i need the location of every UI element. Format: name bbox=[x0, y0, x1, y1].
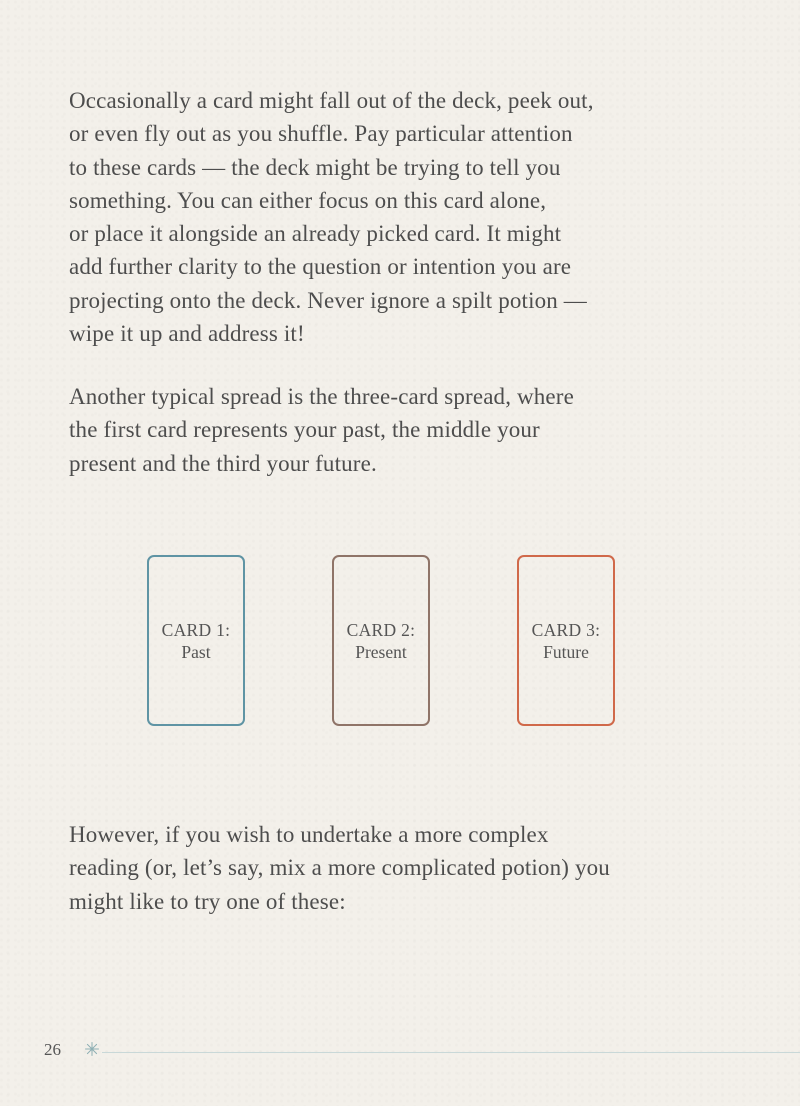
paragraph-three-card-spread bbox=[69, 380, 709, 480]
page-footer bbox=[0, 1040, 800, 1064]
card-future bbox=[517, 555, 615, 726]
text-line: Another typical spread is the three-card spread, where bbox=[69, 384, 574, 409]
text-line: or place it alongside an already picked card. It might bbox=[69, 221, 562, 247]
text-line: reading (or, let’s say, mix a more complicated potion) you bbox=[69, 855, 610, 881]
star-icon bbox=[84, 1041, 100, 1057]
card-label: Past bbox=[181, 641, 211, 662]
text-line: something. You can either focus on this card alone, bbox=[69, 187, 547, 213]
text-line: to these cards — the deck might be trying to tell you bbox=[69, 154, 561, 180]
text-line: or even fly out as you shuffle. Pay particular attention bbox=[69, 121, 573, 147]
text-line: add further clarity to the question or intention you are bbox=[69, 254, 572, 280]
text-line: might like to try one of these: bbox=[69, 888, 346, 914]
card-label: Present bbox=[355, 641, 407, 662]
paragraph-complex-reading bbox=[69, 818, 709, 918]
text-line: wipe it up and address it! bbox=[69, 321, 305, 347]
paragraph-falling-cards bbox=[69, 84, 709, 350]
card-title: CARD 2: bbox=[346, 619, 416, 640]
card-past bbox=[147, 555, 245, 726]
footer-rule bbox=[102, 1052, 800, 1053]
text-line: present and the third your future. bbox=[69, 450, 377, 476]
page-number: 26 bbox=[44, 1040, 61, 1059]
text-line: projecting onto the deck. Never ignore a spilt potion — bbox=[69, 287, 587, 313]
card-present bbox=[332, 555, 430, 726]
card-title: CARD 1: bbox=[161, 619, 231, 640]
card-label: Future bbox=[543, 641, 589, 662]
card-title: CARD 3: bbox=[531, 619, 601, 640]
text-line: the first card represents your past, the middle your bbox=[69, 417, 540, 443]
text-line: Occasionally a card might fall out of the deck, peek out, bbox=[69, 88, 594, 113]
text-line: However, if you wish to undertake a more complex bbox=[69, 822, 549, 847]
